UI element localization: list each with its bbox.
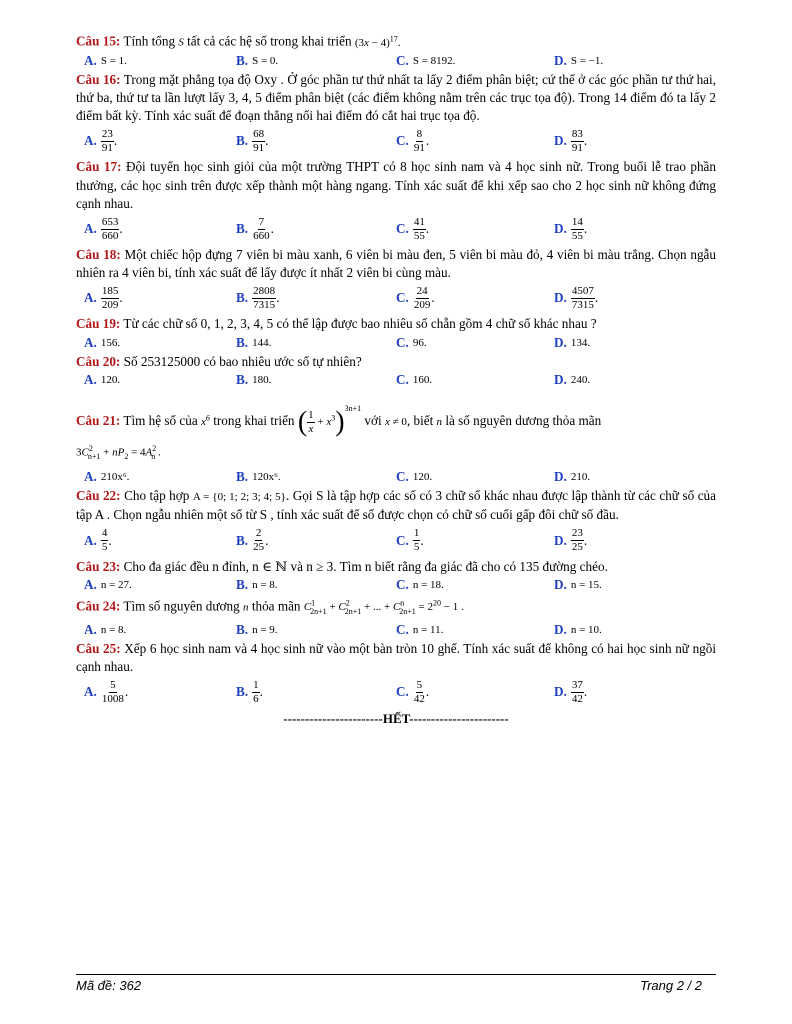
option-a[interactable]: A. 4 5 . — [84, 527, 112, 554]
option-b[interactable]: B. n = 8. — [236, 576, 278, 592]
option-d[interactable]: D. 37 42 . — [554, 678, 588, 705]
option-b[interactable]: B. 180. — [236, 371, 272, 387]
question-16 — [76, 71, 716, 158]
answer-row — [76, 334, 716, 352]
option-a[interactable]: A. 210x⁶. — [84, 469, 130, 485]
option-c[interactable]: C. S = 8192. — [396, 52, 456, 68]
option-d[interactable]: D. 240. — [554, 371, 591, 387]
question-23 — [76, 558, 716, 594]
answer-row — [76, 282, 716, 314]
question-label: Câu 21: — [76, 412, 121, 428]
math-expression: $(3x - 4)^{17}$. — [354, 34, 401, 49]
question-text: , biết — [406, 412, 437, 428]
option-c[interactable]: C. 24 209 . — [396, 284, 435, 311]
option-b[interactable]: B. 7 660 . — [236, 215, 274, 242]
option-a[interactable]: A. n = 8. — [84, 621, 127, 637]
option-b[interactable]: B. 68 91 . — [236, 127, 269, 154]
option-b[interactable]: B. 120x⁶. — [236, 469, 281, 485]
question-text: tất cả các hệ số trong khai triển — [183, 33, 355, 49]
option-d[interactable]: D. 14 55 . — [554, 215, 588, 242]
answer-row — [76, 371, 716, 389]
question-text: . Gọi S là tập hợp các số có 3 chữ số khác nhau được lập thành từ các chữ số của tập A . Chọn ngẫu nhiên một số từ S , tính xác suất để số được chọn có chữ số cuối gấp đôi chữ số đầu. — [76, 488, 716, 523]
math-var: S — [178, 36, 184, 49]
option-c[interactable]: C. 1 5 . — [396, 527, 424, 554]
option-d[interactable]: D. n = 10. — [554, 621, 602, 637]
option-d[interactable]: D. 4507 7315 . — [554, 284, 599, 311]
option-a[interactable]: A. S = 1. — [84, 52, 127, 68]
option-c[interactable]: C. 5 42 . — [396, 678, 430, 705]
option-d[interactable]: D. 134. — [554, 334, 591, 350]
answer-row — [76, 468, 716, 486]
math-expression: $x^6$ — [201, 413, 210, 428]
exam-code: Mã đề: 362 — [76, 978, 142, 993]
option-c[interactable]: C. 120. — [396, 469, 433, 485]
answer-row — [76, 525, 716, 557]
question-text: là số nguyên dương thỏa mãn — [442, 412, 602, 428]
option-d[interactable]: D. S = −1. — [554, 52, 604, 68]
option-c[interactable]: C. n = 11. — [396, 621, 444, 637]
option-a[interactable]: A. 23 91 . — [84, 127, 118, 154]
answer-row — [76, 676, 716, 708]
answer-row — [76, 52, 716, 70]
option-d[interactable]: D. 210. — [554, 469, 591, 485]
math-expression: ( $\frac{1}{x}$ + $x^3)^{3n+1}$ — [297, 403, 362, 438]
option-a[interactable]: A. 5 1008 . — [84, 678, 129, 705]
option-b[interactable]: B. 2 25 . — [236, 527, 269, 554]
option-c[interactable]: C. n = 18. — [396, 576, 444, 592]
question-label: Câu 22: — [76, 488, 121, 504]
question-label: Câu 15: — [76, 33, 121, 49]
question-text: Cho tập hợp — [124, 488, 193, 504]
math-condition: $3C^2_{n+1} + nP_2 = 4A^2_n$ . — [76, 444, 161, 462]
math-var: n — [436, 415, 443, 428]
question-text: thỏa mãn — [248, 598, 304, 614]
option-b[interactable]: B. 1 6 . — [236, 678, 263, 705]
option-c[interactable]: C. 96. — [396, 334, 427, 350]
question-text: Trong mặt phẳng tọa độ Oxy . Ở góc phần tư thứ nhất ta lấy 2 điểm phân biệt; cứ thế ở các góc phần tư thứ hai, thứ ba, thứ tư ta lần lượt lấy 3, 4, 5 điểm phân biệt (các điểm không nằm trên các trục tọa độ). Trong 14 điểm đó ta lấy 2 điểm bất kỳ. Tính xác suất để đoạn thẳng nối hai điểm đó cắt hai trục tọa độ. — [76, 71, 716, 124]
option-b[interactable]: B. 144. — [236, 334, 272, 350]
option-b[interactable]: B. n = 9. — [236, 621, 278, 637]
option-b[interactable]: B. S = 0. — [236, 52, 279, 68]
math-set: A = {0; 1; 2; 3; 4; 5} — [192, 491, 286, 504]
question-text: Tính tổng — [123, 33, 179, 49]
question-25 — [76, 640, 716, 708]
question-21 — [76, 393, 716, 486]
question-text: với — [361, 412, 385, 428]
answer-row — [76, 125, 716, 157]
option-a[interactable]: A. 185 209 . — [84, 284, 123, 311]
question-17 — [76, 158, 716, 245]
page-number: Trang 2 / 2 — [640, 978, 702, 993]
answer-row — [76, 576, 716, 594]
question-text: Tìm số nguyên dương — [123, 598, 244, 614]
question-label: Câu 20: — [76, 353, 121, 369]
question-18 — [76, 246, 716, 314]
question-label: Câu 23: — [76, 558, 121, 574]
answer-row — [76, 213, 716, 245]
question-text: Xếp 6 học sinh nam và 4 học sinh nữ vào một bàn tròn 10 ghế. Tính xác suất để không có hai học sinh nữ ngồi cạnh nhau. — [76, 640, 717, 675]
question-20 — [76, 353, 716, 389]
question-text: Tìm hệ số của — [123, 412, 202, 428]
question-text: Số 253125000 có bao nhiêu ước số tự nhiên? — [123, 353, 362, 369]
math-expression: $C^1_{2n+1} + C^2_{2n+1}$ + ... + $C^n_{2n+1} = 2^{20} - 1$ . — [303, 598, 464, 616]
question-label: Câu 17: — [76, 159, 122, 175]
question-text: Từ các chữ số 0, 1, 2, 3, 4, 5 có thể lập được bao nhiêu số chẵn gồm 4 chữ số khác nhau ? — [123, 316, 597, 332]
option-d[interactable]: D. 83 91 . — [554, 127, 588, 154]
option-c[interactable]: C. 160. — [396, 371, 433, 387]
math-var: n — [243, 601, 249, 614]
question-text: trong khai triển — [209, 412, 298, 428]
question-label: Câu 19: — [76, 316, 121, 332]
exam-page — [76, 30, 716, 728]
end-marker: -----------------------HẾT----------------------- — [283, 711, 509, 727]
question-label: Câu 25: — [76, 640, 121, 656]
math-expression: x ≠ 0 — [384, 415, 407, 428]
option-a[interactable]: A. n = 27. — [84, 576, 132, 592]
question-15 — [76, 30, 716, 70]
question-text: Một chiếc hộp đựng 7 viên bi màu xanh, 6 viên bi màu đen, 5 viên bi màu đỏ, 4 viên bi màu trắng. Chọn ngẫu nhiên ra 4 viên bi, tính xác suất để lấy được ít nhất 2 viên bi cùng màu. — [76, 247, 717, 281]
question-19 — [76, 315, 716, 351]
question-label: Câu 24: — [76, 598, 121, 614]
question-text: Đội tuyển học sinh giỏi của một trường THPT có 8 học sinh nam và 4 học sinh nữ. Trong buổi lễ trao phần thưởng, các học sinh trên được xếp thành một hàng ngang. Tính xác suất để khi xếp sao cho 2 học sinh nữ không đứng cạnh nhau. — [76, 159, 717, 211]
option-a[interactable]: A. 156. — [84, 334, 121, 350]
answer-row — [76, 621, 716, 639]
question-label: Câu 16: — [76, 71, 121, 87]
option-a[interactable]: A. 120. — [84, 371, 121, 387]
option-b[interactable]: B. 2808 7315 . — [236, 284, 280, 311]
question-text: Cho đa giác đều n đỉnh, n ∈ ℕ và n ≥ 3. Tìm n biết rằng đa giác đã cho có 135 đường chéo. — [123, 558, 608, 574]
option-a[interactable]: A. 653 660 . — [84, 215, 123, 242]
option-d[interactable]: D. n = 15. — [554, 576, 602, 592]
option-d[interactable]: D. 23 25 . — [554, 527, 588, 554]
question-22 — [76, 487, 716, 556]
option-c[interactable]: C. 41 55 . — [396, 215, 430, 242]
question-label: Câu 18: — [76, 247, 121, 263]
question-24 — [76, 595, 716, 639]
option-c[interactable]: C. 8 91 . — [396, 127, 430, 154]
page-footer — [76, 974, 716, 993]
